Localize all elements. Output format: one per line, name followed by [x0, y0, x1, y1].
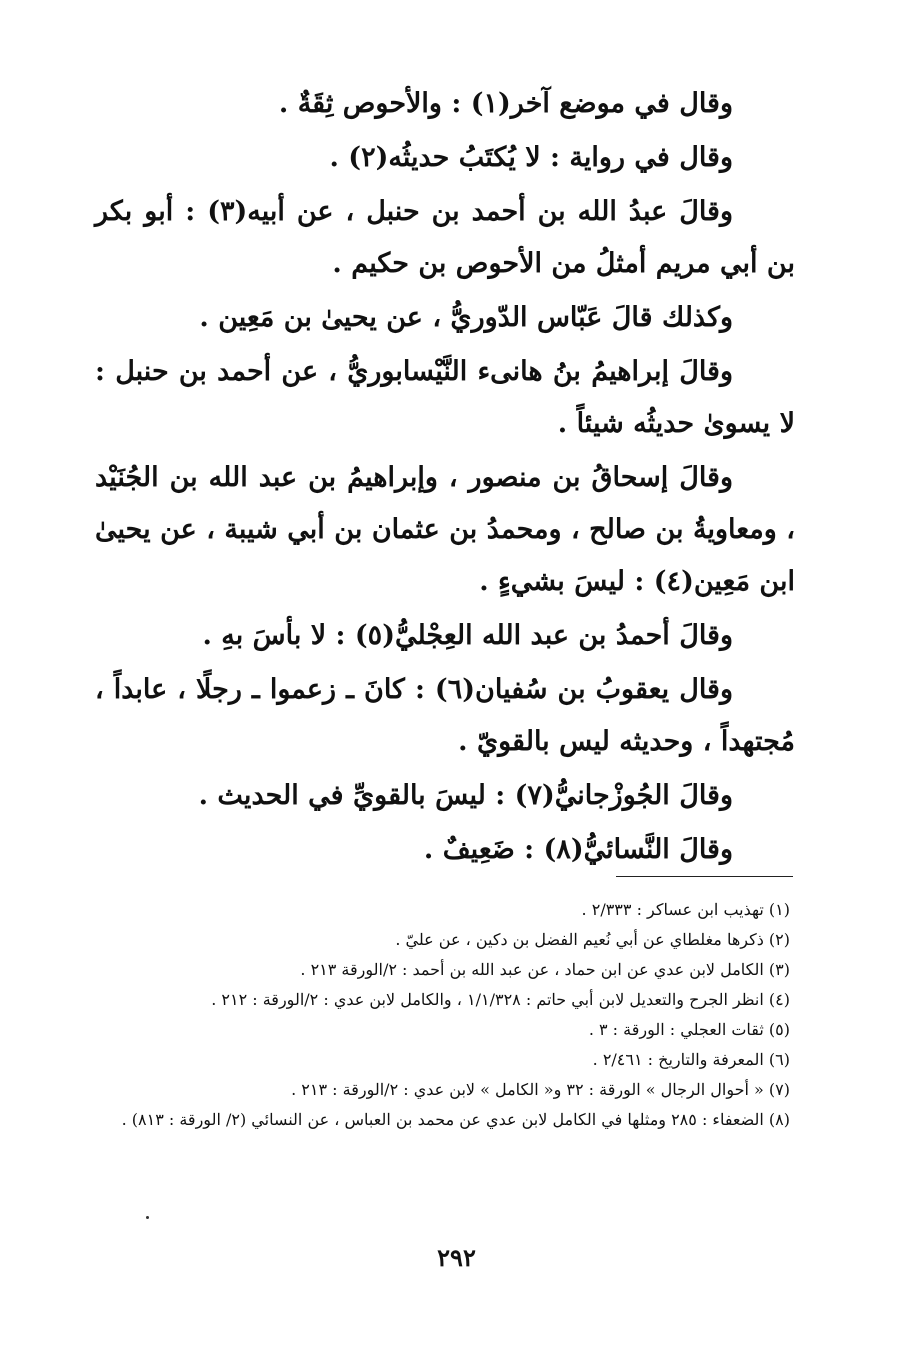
paragraph: وقالَ عبدُ الله بن أحمد بن حنبل ، عن أبيه(٣) : أبو بكر بن أبي مريم أمثلُ من الأحوص بن حكيم . [95, 196, 795, 279]
paragraph: وكذلك قالَ عَبّاس الدّوريُّ ، عن يحيىٰ بن مَعِين . [199, 302, 733, 333]
paragraph: وقالَ إبراهيمُ بنُ هانىء النَّيْسابوريُّ ، عن أحمد بن حنبل : لا يسوىٰ حديثُه شيئاً . [95, 356, 795, 439]
stray-dot-mark [146, 1216, 149, 1219]
footnote: (٧) « أحوال الرجال » الورقة : ٣٢ و« الكامل » لابن عدي : ٢/الورقة : ٢١٣ . [291, 1080, 790, 1099]
paragraph: وقال يعقوبُ بن سُفيان(٦) : كانَ ـ زعموا ـ رجلًا ، عابداً ، مُجتهداً ، وحديثه ليس بالقويّ . [95, 674, 795, 757]
footnote-separator [616, 876, 793, 877]
footnote: (٨) الضعفاء : ٢٨٥ ومثلها في الكامل لابن عدي عن محمد بن العباس ، عن النسائي (٢/ الورقة : ٨١٣) . [121, 1110, 790, 1129]
paragraph: وقالَ النَّسائيُّ(٨) : ضَعِيفٌ . [423, 834, 733, 865]
paragraph: وقال في رواية : لا يُكتَبُ حديثُه(٢) . [329, 142, 733, 173]
footnote: (٥) ثقات العجلي : الورقة : ٣ . [588, 1020, 790, 1039]
footnote: (٢) ذكرها مغلطاي عن أبي نُعيم الفضل بن دكين ، عن عليّ . [395, 930, 790, 949]
paragraph: وقالَ أحمدُ بن عبد الله العِجْليُّ(٥) : لا بأسَ بهِ . [202, 620, 733, 651]
footnote: (١) تهذيب ابن عساكر : ٢/٣٣٣ . [581, 900, 790, 919]
paragraph: وقالَ الجُوزْجانيُّ(٧) : ليسَ بالقويِّ في الحديث . [198, 780, 733, 811]
paragraph: وقال في موضع آخر(١) : والأحوص ثِقَةٌ . [278, 88, 733, 119]
footnotes [100, 895, 790, 1135]
page-number: ٢٩٢ [437, 1243, 476, 1272]
footnote: (٣) الكامل لابن عدي عن ابن حماد ، عن عبد الله بن أحمد : ٢/الورقة ٢١٣ . [300, 960, 790, 979]
footnote: (٤) انظر الجرح والتعديل لابن أبي حاتم : ١/١/٣٢٨ ، والكامل لابن عدي : ٢/الورقة : ٢١٢ . [211, 990, 790, 1009]
footnote: (٦) المعرفة والتاريخ : ٢/٤٦١ . [592, 1050, 790, 1069]
paragraph: وقالَ إسحاقُ بن منصور ، وإبراهيمُ بن عبد الله بن الجُنَيْد ، ومعاويةُ بن صالح ، ومحمدُ بن عثمان بن أبي شيبة ، عن يحيىٰ ابن مَعِين(٤) : ليسَ بشيءٍ . [95, 462, 795, 597]
main-text [95, 78, 795, 878]
